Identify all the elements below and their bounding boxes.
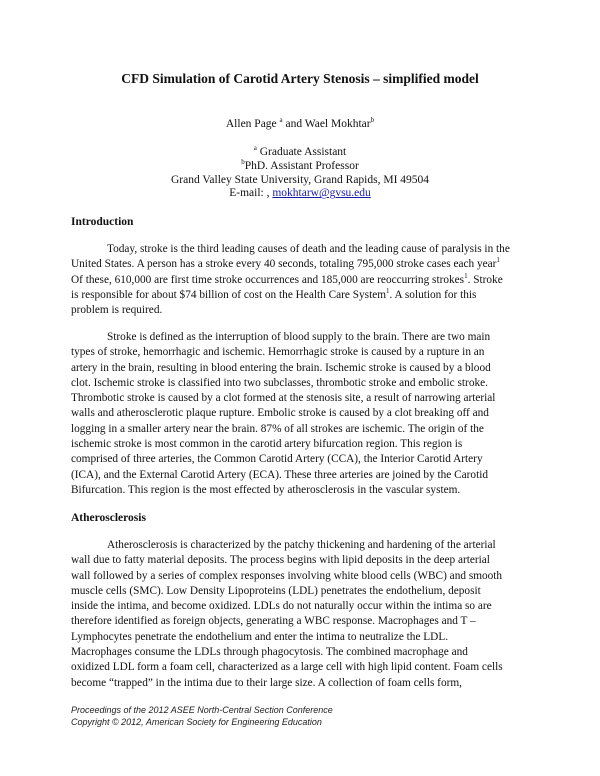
intro-paragraph-2 bbox=[71, 330, 529, 498]
text-line: therefore identified as foreign objects, generating a WBC response. Macrophages and T – bbox=[71, 615, 476, 628]
text-line: Macrophages consume the LDLs through phagocytosis. The combined macrophage and bbox=[71, 646, 468, 659]
text-line: inside the intima, and become oxidized. LDLs do not naturally occur within the intima so are bbox=[71, 600, 492, 613]
text-line: Bifurcation. This region is the most effected by atherosclerosis in the vascular system. bbox=[71, 483, 461, 496]
page-footer bbox=[71, 704, 333, 728]
text-line: muscle cells (SMC). Low Density Lipoproteins (LDL) penetrates the endothelium, deposit bbox=[71, 584, 481, 597]
text-line: wall followed by a series of complex responses involving white blood cells (WBC) and smooth bbox=[71, 569, 503, 582]
text-line: types of stroke, hemorrhagic and ischemic. Hemorrhagic stroke is caused by a rupture in an bbox=[71, 346, 485, 359]
affil-institution: Grand Valley State University, Grand Rapids, MI 49504 bbox=[170, 173, 430, 186]
text-line: clot. Ischemic stroke is classified into two subclasses, thrombotic stroke and embolic stroke. bbox=[71, 376, 488, 389]
text-line: walls and atherosclerotic plaque rupture. Embolic stroke is caused by a clot breaking off and bbox=[71, 407, 489, 420]
text-line: artery in the brain, resulting in blood entering the brain. Ischemic stroke is caused by a blood bbox=[71, 361, 491, 374]
text-line: Lymphocytes penetrate the endothelium and enter the intima to neutralize the LDL. bbox=[71, 630, 449, 643]
author-1-marker: a bbox=[279, 116, 283, 125]
affil-role-1: Graduate Assistant bbox=[259, 146, 347, 158]
text-line: Atherosclerosis is characterized by the patchy thickening and hardening of the arterial bbox=[107, 539, 496, 551]
intro-paragraph-1 bbox=[71, 242, 529, 318]
affil-marker-a: a bbox=[253, 144, 257, 153]
text-line: Of these, 610,000 are first time stroke occurrences and 185,000 are reoccurring strokes$^1$. Stroke bbox=[71, 271, 503, 286]
author-1: Allen Page bbox=[225, 118, 277, 130]
affiliation-block bbox=[0, 146, 600, 201]
text-line: logging in a smaller artery near the brain. 87% of all strokes are ischemic. The origin of the bbox=[71, 422, 484, 435]
text-line: Stroke is defined as the interruption of blood supply to the brain. There are two main bbox=[107, 331, 491, 343]
affil-marker-b: b bbox=[241, 157, 245, 166]
text-line: problem is required. bbox=[71, 304, 163, 317]
text-line: is responsible for about $74 billion of cost on the Health Care System$^1$. A solution for this bbox=[71, 287, 477, 301]
text-line: Thrombotic stroke is caused by a clot formed at the stenosis site, a result of narrowing arterial bbox=[71, 392, 496, 405]
paper-title: CFD Simulation of Carotid Artery Stenosis – simplified model bbox=[121, 71, 479, 86]
footer-copyright: Copyright © 2012, American Society for Engineering Education bbox=[71, 717, 322, 727]
text-line: comprised of three arteries, the Common Carotid Artery (CCA), the Interior Carotid Artery bbox=[71, 453, 483, 466]
text-line: wall due to fatty material deposits. The process begins with lipid deposits in the deep arterial bbox=[71, 554, 490, 567]
atherosclerosis-paragraph-1 bbox=[71, 538, 529, 691]
affil-role-2: PhD. Assistant Professor bbox=[244, 159, 359, 172]
author-2: and Wael Mokhtar bbox=[285, 118, 371, 130]
text-line: become “trapped” in the intima due to their large size. A collection of foam cells form, bbox=[71, 676, 462, 689]
text-line: ischemic stroke is most common in the carotid artery bifurcation region. This region is bbox=[71, 438, 463, 451]
author-2-marker: b bbox=[370, 116, 375, 125]
email-link[interactable]: mokhtarw@gvsu.edu bbox=[272, 187, 371, 200]
atherosclerosis-heading: Atherosclerosis bbox=[71, 512, 146, 524]
email-label: E-mail: , bbox=[229, 187, 270, 200]
text-line: (ICA), and the External Carotid Artery (ECA). These three arteries are joined by the Carotid bbox=[71, 468, 489, 481]
text-line: oxidized LDL form a foam cell, characterized as a large cell with high lipid content. Foam cells bbox=[71, 661, 503, 674]
footer-proceedings: Proceedings of the 2012 ASEE North-Central Section Conference bbox=[71, 705, 333, 715]
text-line: Today, stroke is the third leading causes of death and the leading cause of paralysis in the bbox=[107, 243, 510, 255]
author-line bbox=[0, 118, 600, 130]
intro-heading: Introduction bbox=[71, 216, 134, 228]
text-line: United States. A person has a stroke every 40 seconds, totaling 795,000 stroke cases each year$^1$ bbox=[71, 256, 500, 271]
